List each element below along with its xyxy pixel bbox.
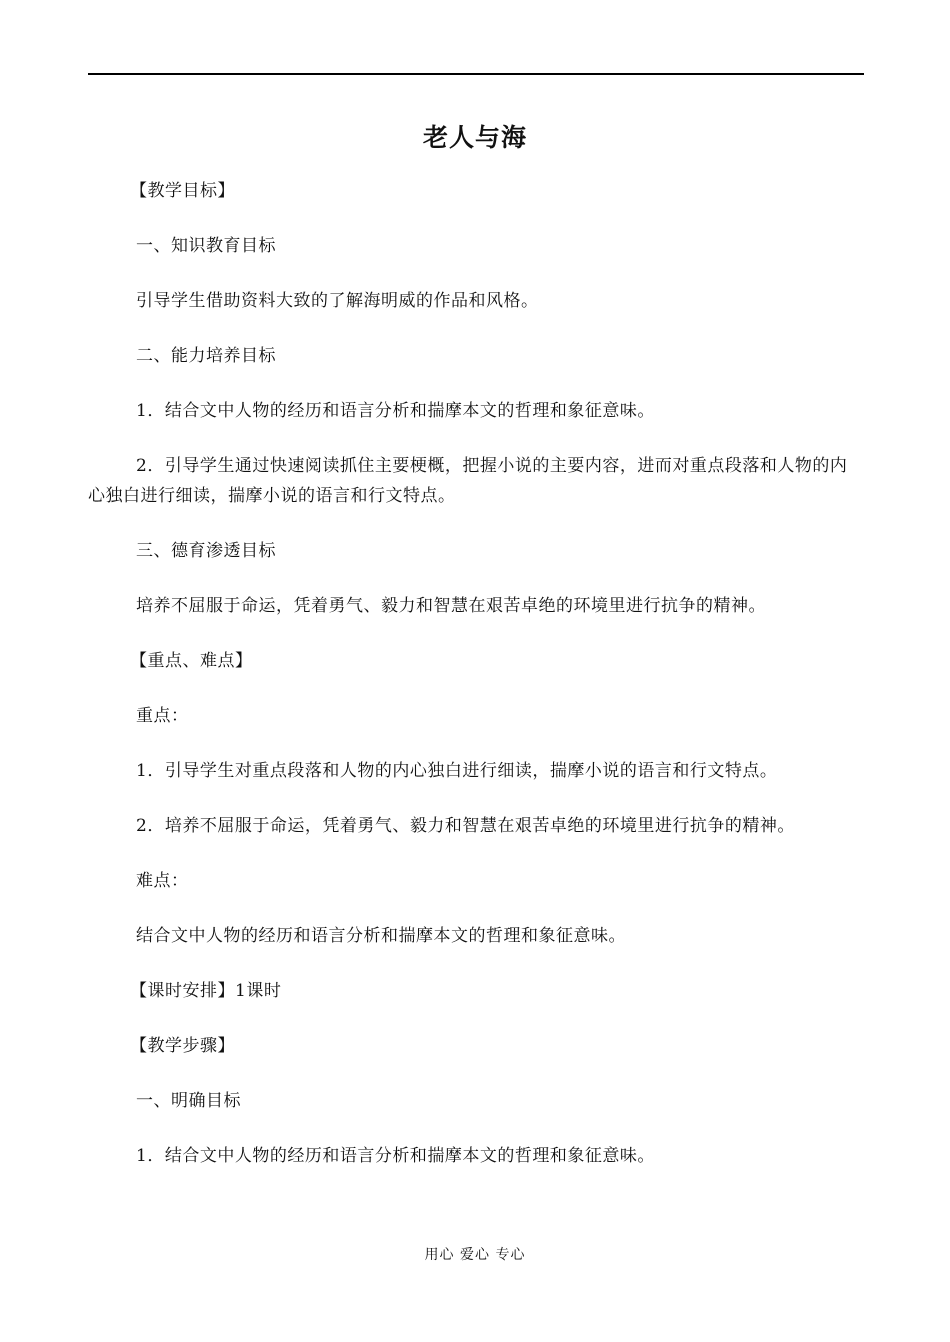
subheading-knowledge-goal: 一、知识教育目标: [136, 236, 276, 256]
paragraph-knowledge-goal: 引导学生借助资料大致的了解海明威的作品和风格。: [136, 291, 539, 311]
document-body: [88, 176, 864, 1196]
header-rule: [88, 73, 864, 75]
section-heading-teaching-steps: 【教学步骤】: [130, 1036, 235, 1056]
paragraph-moral-goal: 培养不屈服于命运，凭着勇气、毅力和智慧在艰苦卓绝的环境里进行抗争的精神。: [136, 596, 766, 616]
list-item-key-point-2: 2．培养不屈服于命运，凭着勇气、毅力和智慧在艰苦卓绝的环境里进行抗争的精神。: [136, 816, 795, 836]
paragraph-difficult-point: 结合文中人物的经历和语言分析和揣摩本文的哲理和象征意味。: [136, 926, 626, 946]
section-heading-key-points: 【重点、难点】: [130, 651, 253, 671]
subheading-ability-goal: 二、能力培养目标: [136, 346, 276, 366]
list-item-key-point-1: 1．引导学生对重点段落和人物的内心独白进行细读，揣摩小说的语言和行文特点。: [136, 761, 778, 781]
page-footer: 用心 爱心 专心: [424, 1247, 526, 1263]
list-item-step-1: 1．结合文中人物的经历和语言分析和揣摩本文的哲理和象征意味。: [136, 1146, 655, 1166]
list-item-ability-1: 1．结合文中人物的经历和语言分析和揣摩本文的哲理和象征意味。: [136, 401, 655, 421]
label-difficult-point: 难点：: [136, 871, 189, 891]
section-heading-schedule: 【课时安排】1课时: [130, 981, 282, 1001]
list-item-ability-2: 2．引导学生通过快速阅读抓住主要梗概，把握小说的主要内容，进而对重点段落和人物的内心独白进行细读，揣摩小说的语言和行文特点。: [88, 456, 848, 506]
subheading-moral-goal: 三、德育渗透目标: [136, 541, 276, 561]
page-title: 老人与海: [422, 123, 527, 152]
section-heading-teaching-goals: 【教学目标】: [130, 181, 235, 201]
subheading-clarify-goals: 一、明确目标: [136, 1091, 241, 1111]
label-key-point: 重点：: [136, 706, 189, 726]
